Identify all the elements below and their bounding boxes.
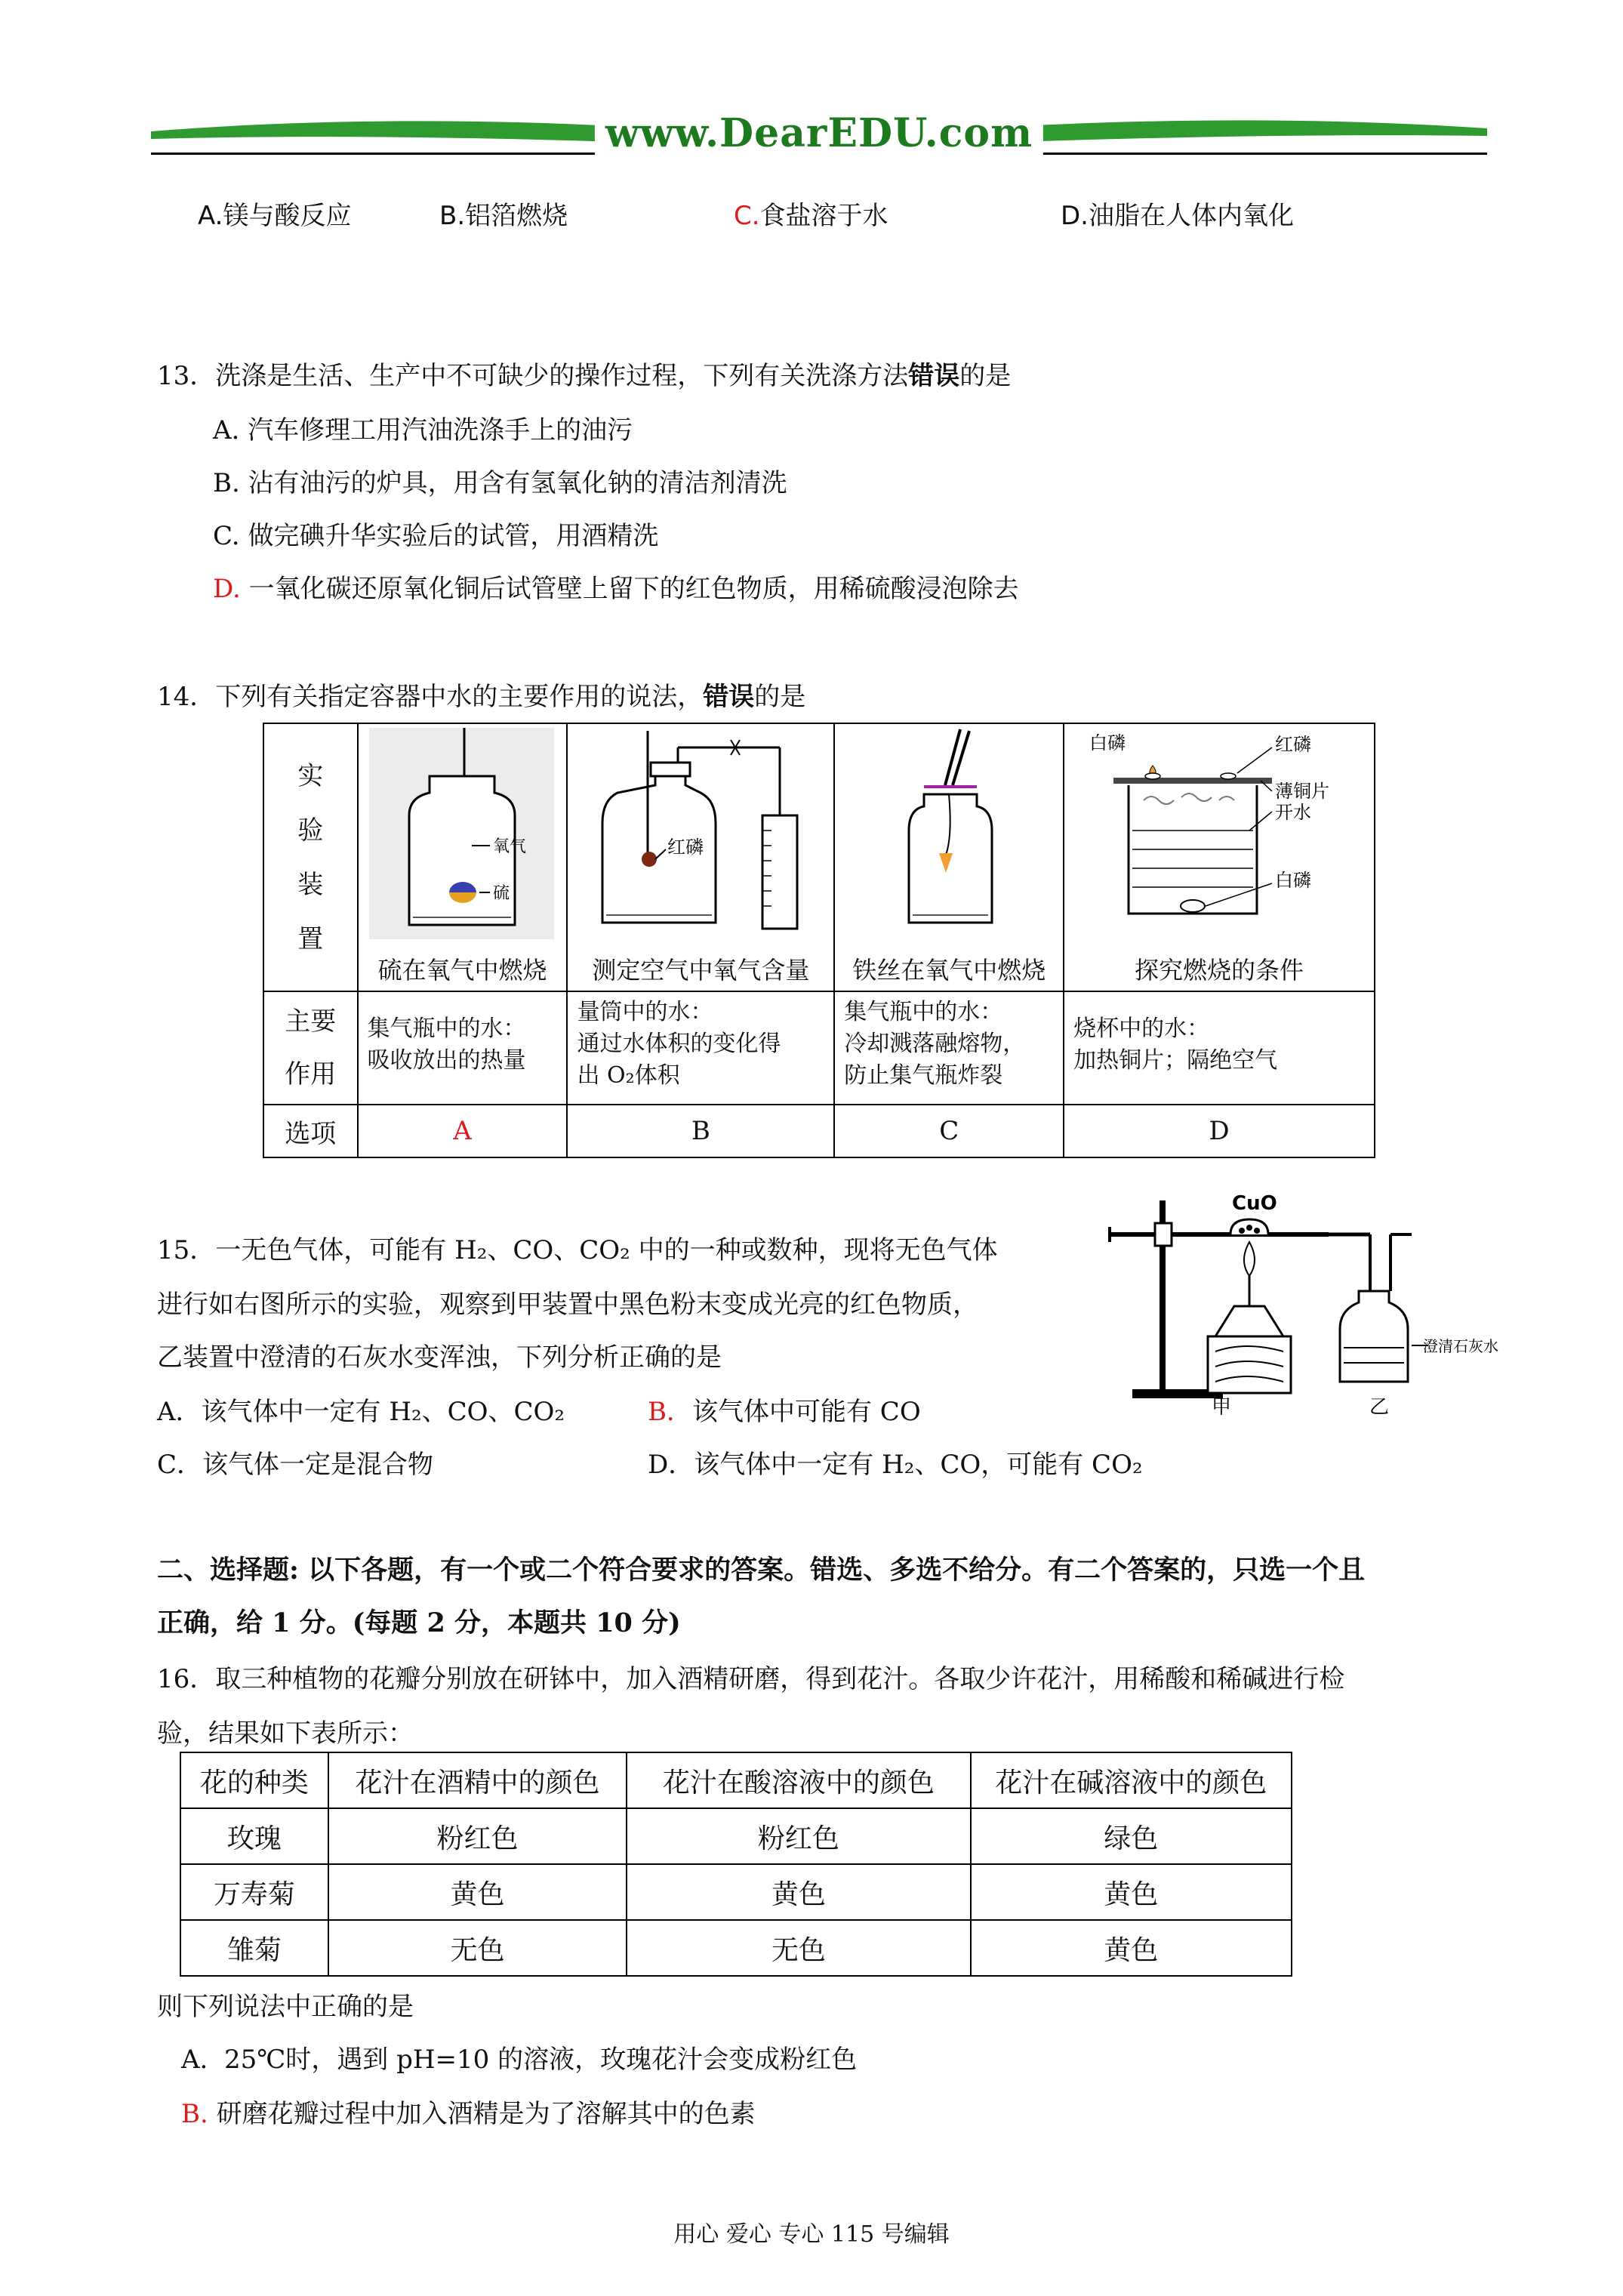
svg-text:CuO: CuO <box>1232 1192 1277 1215</box>
q12-option-b: B.铝箔燃烧 <box>439 201 568 231</box>
table-header-row <box>180 1752 1292 1808</box>
table-cell: 无色 <box>328 1920 627 1976</box>
apparatus-cell-d <box>1064 723 1375 991</box>
table-row <box>180 1920 1292 1976</box>
q13-option-a: A. 汽车修理工用汽油洗涤手上的油污 <box>213 415 633 445</box>
table-cell: 黄色 <box>627 1864 970 1920</box>
q13-option-b: B. 沾有油污的炉具，用含有氢氧化钠的清洁剂清洗 <box>213 468 787 498</box>
iron-wire-figure <box>839 725 1058 944</box>
q14-table <box>263 723 1375 1158</box>
svg-text:白磷: 白磷 <box>1275 870 1312 891</box>
caption-c: 铁丝在氧气中燃烧 <box>852 956 1046 985</box>
svg-text:硫: 硫 <box>493 884 510 903</box>
q13-option-d: D. 一氧化碳还原氧化铜后试管壁上留下的红色物质，用稀硫酸浸泡除去 <box>213 574 1019 604</box>
q15-option-a: A．该气体中一定有 H₂、CO、CO₂ <box>157 1397 565 1427</box>
caption-b: 测定空气中氧气含量 <box>592 956 810 985</box>
combustion-conditions-figure <box>1068 725 1370 944</box>
q16-table <box>180 1752 1292 1977</box>
section2-heading-line-1: 二、选择题: 以下各题，有一个或二个符合要求的答案。错选、多选不给分。有二个答案的，只选一个且 <box>157 1555 1366 1586</box>
q15-stem-line-1: 15．一无色气体，可能有 H₂、CO、CO₂ 中的一种或数种，现将无色气体 <box>157 1235 998 1265</box>
table-cell: 粉红色 <box>328 1808 627 1864</box>
q16-option-a: A. 25℃时，遇到 pH=10 的溶液，玫瑰花汁会变成粉红色 <box>181 2045 858 2075</box>
table-cell: 无色 <box>627 1920 970 1976</box>
apparatus-cell-b <box>567 723 834 991</box>
table-cell: 黄色 <box>971 1920 1292 1976</box>
q15-option-c: C．该气体一定是混合物 <box>157 1450 434 1480</box>
svg-text:乙: 乙 <box>1369 1396 1390 1419</box>
svg-text:薄铜片: 薄铜片 <box>1275 781 1330 802</box>
table-cell: 雏菊 <box>180 1920 328 1976</box>
table-cell: 黄色 <box>328 1864 627 1920</box>
q15-stem-line-2: 进行如右图所示的实验，观察到甲装置中黑色粉末变成光亮的红色物质， <box>157 1290 978 1320</box>
note-c: 集气瓶中的水： 冷却溅落融熔物， 防止集气瓶炸裂 <box>834 991 1064 1105</box>
page-footer: 用心 爱心 专心 115 号编辑 <box>673 2221 950 2248</box>
q15-apparatus-figure <box>1079 1178 1498 1419</box>
svg-text:白磷: 白磷 <box>1089 732 1126 754</box>
svg-text:氧气: 氧气 <box>493 837 527 856</box>
table-row <box>180 1808 1292 1864</box>
q12-option-a: A.镁与酸反应 <box>198 201 352 231</box>
section2-heading-line-2: 正确，给 1 分。(每题 2 分，本题共 10 分) <box>157 1607 681 1638</box>
q13-stem: 13．洗涤是生活、生产中不可缺少的操作过程，下列有关洗涤方法错误的是 <box>157 361 1012 391</box>
svg-text:红磷: 红磷 <box>667 837 704 858</box>
row-header-option: 选项 <box>263 1105 358 1157</box>
option-d: D <box>1064 1105 1375 1157</box>
svg-text:甲: 甲 <box>1212 1396 1232 1419</box>
q13-option-c: C. 做完碘升华实验后的试管，用酒精洗 <box>213 521 659 551</box>
svg-text:红磷: 红磷 <box>1275 734 1312 755</box>
table-cell: 万寿菊 <box>180 1864 328 1920</box>
svg-text:开水: 开水 <box>1275 802 1312 823</box>
q16-stem-line-1: 16．取三种植物的花瓣分别放在研钵中，加入酒精研磨，得到花汁。各取少许花汁，用稀酸和稀碱进行检 <box>157 1664 1345 1694</box>
table-row <box>180 1864 1292 1920</box>
q14-stem: 14．下列有关指定容器中水的主要作用的说法，错误的是 <box>157 682 806 712</box>
table-header-cell: 花汁在酸溶液中的颜色 <box>627 1752 970 1808</box>
site-logo: www.DearEDU.com <box>595 110 1043 156</box>
sulfur-bottle-figure <box>360 725 564 944</box>
table-cell: 黄色 <box>971 1864 1292 1920</box>
row-header-function: 主要 作用 <box>263 991 358 1105</box>
option-c: C <box>834 1105 1064 1157</box>
table-cell: 粉红色 <box>627 1808 970 1864</box>
apparatus-cell-c <box>834 723 1064 991</box>
q16-after-table: 则下列说法中正确的是 <box>157 1992 414 2022</box>
option-a: A <box>358 1105 568 1157</box>
q15-stem-line-3: 乙装置中澄清的石灰水变浑浊，下列分析正确的是 <box>157 1342 722 1373</box>
row-header-apparatus: 实 验 装 置 <box>263 723 358 991</box>
svg-text:澄清石灰水: 澄清石灰水 <box>1423 1337 1498 1355</box>
caption-d: 探究燃烧的条件 <box>1135 956 1304 985</box>
q15-option-b: B．该气体中可能有 CO <box>648 1397 921 1427</box>
q16-stem-line-2: 验，结果如下表所示： <box>157 1718 414 1749</box>
table-cell: 玫瑰 <box>180 1808 328 1864</box>
table-header-cell: 花汁在碱溶液中的颜色 <box>971 1752 1292 1808</box>
page-header <box>151 106 1487 166</box>
note-b: 量筒中的水： 通过水体积的变化得 出 O₂体积 <box>567 991 834 1105</box>
q12-option-c: C.食盐溶于水 <box>734 201 888 231</box>
q15-option-d: D．该气体中一定有 H₂、CO，可能有 CO₂ <box>648 1450 1143 1480</box>
caption-a: 硫在氧气中燃烧 <box>377 956 547 985</box>
note-d: 烧杯中的水： 加热铜片；隔绝空气 <box>1064 991 1375 1105</box>
oxygen-content-figure <box>572 725 829 944</box>
q12-option-d: D.油脂在人体内氧化 <box>1061 201 1294 231</box>
q16-option-b: B. 研磨花瓣过程中加入酒精是为了溶解其中的色素 <box>181 2099 756 2129</box>
table-header-cell: 花的种类 <box>180 1752 328 1808</box>
table-header-cell: 花汁在酒精中的颜色 <box>328 1752 627 1808</box>
option-b: B <box>567 1105 834 1157</box>
note-a: 集气瓶中的水： 吸收放出的热量 <box>358 991 568 1105</box>
table-cell: 绿色 <box>971 1808 1292 1864</box>
apparatus-cell-a <box>358 723 568 991</box>
